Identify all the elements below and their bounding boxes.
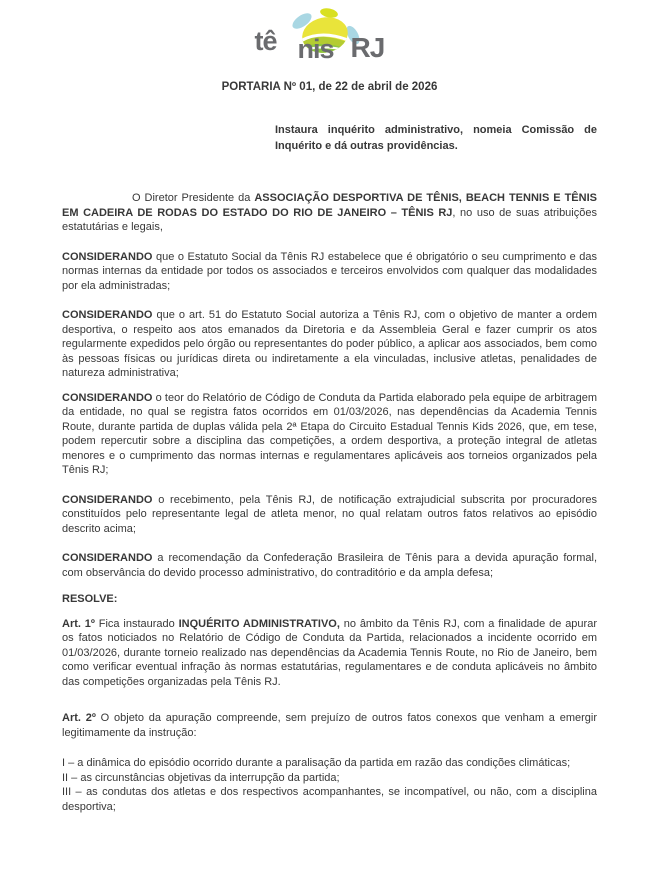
- considerando-4: [62, 493, 597, 537]
- scope-item-1: I – a dinâmica do episódio ocorrido durante a paralisação da partida em razão das condições climáticas;: [62, 757, 571, 769]
- article-2-text: O objeto da apuração compreende, sem prejuízo de outros fatos conexos que venham a emergir legitimamente da instrução:: [62, 712, 597, 739]
- article-2-label: Art. 2º: [62, 712, 96, 724]
- article-1-inquiry-term: INQUÉRITO ADMINISTRATIVO,: [178, 617, 340, 630]
- logo-text-nis: nis: [297, 34, 334, 64]
- document-title: PORTARIA Nº 01, de 22 de abril de 2026: [221, 81, 438, 93]
- resolve-heading: RESOLVE:: [62, 593, 118, 605]
- considerando-2-keyword: CONSIDERANDO: [62, 309, 153, 321]
- considerando-3-keyword: CONSIDERANDO: [62, 391, 153, 404]
- entity-name: ASSOCIAÇÃO DESPORTIVA DE TÊNIS, BEACH TENNIS E TÊNIS EM CADEIRA DE RODAS DO ESTADO DO RIO DE JANEIRO – TÊNIS RJ: [62, 192, 597, 219]
- logo-text-rj: RJ: [350, 32, 385, 63]
- epigraph: Instaura inquérito administrativo, nomeia Comissão de Inquérito e dá outras providências.: [275, 124, 597, 152]
- article-1-s3: no âmbito da Tênis RJ, com a finalidade de apurar os fatos noticiados no Relatório de Código de Conduta da Partida, relacionados a incidente ocorrido em 01/03/2026, durante torneio realizado nas dependências da Academia Tennis Route, no Rio de Janeiro, bem como verificar eventual infração às normas estatutárias, regulamentares e de conduta aplicáveis no âmbito das competições organizadas pela Tênis RJ.: [62, 617, 597, 688]
- inquiry-scope-items: [62, 756, 597, 814]
- considerando-1: [62, 250, 597, 294]
- article-1-label: Art. 1º: [62, 617, 95, 630]
- article-1-s1: Fica instaurado: [94, 617, 179, 630]
- scope-item-2: II – as circunstâncias objetivas da interrupção da partida;: [62, 771, 340, 784]
- considerando-5-keyword: CONSIDERANDO: [62, 552, 153, 564]
- considerando-5: [62, 551, 597, 580]
- tenis-rj-logo: [255, 8, 405, 62]
- considerando-2-text: que o art. 51 do Estatuto Social autoriza a Tênis RJ, com o objetivo de manter a ordem desportiva, o respeito aos atos emanados da Diretoria e da Assembleia Geral e fazer cumprir os atos regularmente expedidos pelo órgão ou representantes do poder público, a aplicar aos associados, bem como às pessoas físicas ou jurídicas direta ou indiretamente a ela vinculadas, inclusive atletas, penalidades de natureza administrativa;: [62, 309, 597, 379]
- considerando-2: [62, 308, 597, 381]
- considerando-4-text: o recebimento, pela Tênis RJ, de notificação extrajudicial subscrita por procuradores constituídos pelo representante legal de atleta menor, no qual relatam outros fatos relativos ao episódio descrito acima;: [62, 493, 597, 535]
- logo-text-te: tê: [254, 26, 277, 56]
- article-1: [62, 617, 597, 690]
- scope-item-3: III – as condutas dos atletas e dos respectivos acompanhantes, se incompatível, ou não, com a disciplina desportiva;: [62, 786, 597, 813]
- considerando-1-text: que o Estatuto Social da Tênis RJ estabelece que é obrigatório o seu cumprimento e das normas internas da entidade por todos os associados e terceiros envolvidos com qualquer das modalidades por ela administradas;: [62, 250, 597, 292]
- preamble-paragraph: [62, 191, 597, 235]
- considerando-4-keyword: CONSIDERANDO: [62, 493, 153, 506]
- considerando-1-keyword: CONSIDERANDO: [62, 250, 153, 263]
- preamble-lead: O Diretor Presidente da: [132, 192, 255, 204]
- considerando-5-text: a recomendação da Confederação Brasileira de Tênis para a devida apuração formal, com observância do devido processo administrativo, do contraditório e da ampla defesa;: [62, 552, 597, 579]
- article-2: [62, 711, 597, 740]
- considerando-3-text: o teor do Relatório de Código de Conduta da Partida elaborado pela equipe de arbitragem da entidade, no qual se registra fatos ocorridos em 01/03/2026, nas dependências da Academia Tennis Route, durante partida de duplas válida pela 2ª Etapa do Circuito Estadual Tennis Kids 2026, que, em tese, podem repercutir sobre a disciplina das competições, a ordem desportiva, a proteção integral de atletas menores e o cumprimento das normas internas e regulamentares aplicáveis aos torneios organizados pela Tênis RJ;: [62, 391, 597, 476]
- preamble-tail: , no uso de suas atribuições estatutárias e legais,: [62, 206, 597, 233]
- considerando-3: [62, 391, 597, 478]
